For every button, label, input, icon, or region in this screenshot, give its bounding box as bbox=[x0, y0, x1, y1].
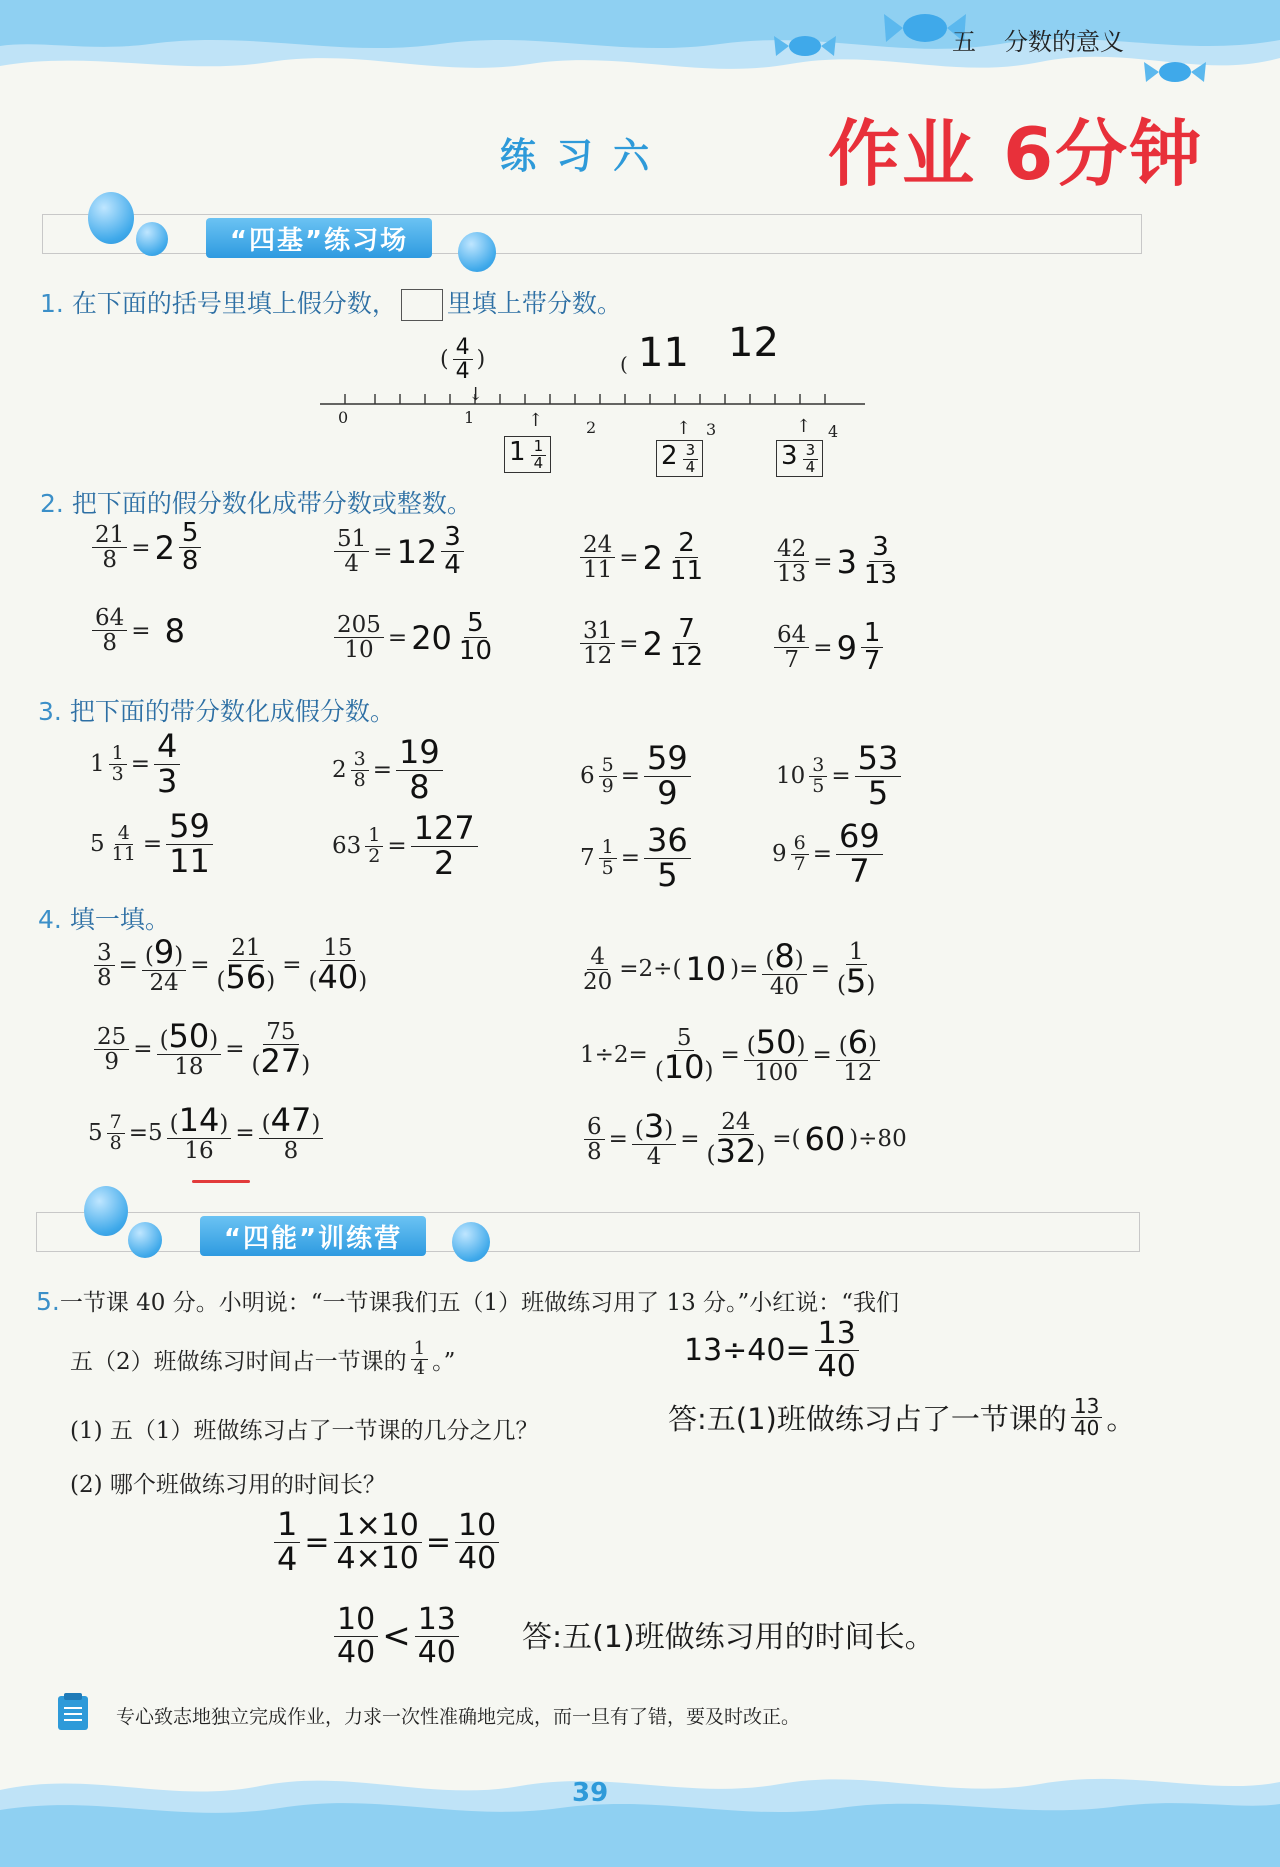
q3-number: 3. bbox=[38, 697, 62, 726]
q1-text-b: 里填上带分数。 bbox=[446, 289, 622, 318]
q3-item-6: 63 $\frac{1}{2}$ = $\frac{127}{2}$ bbox=[332, 812, 478, 880]
q5-work-compare: $\frac{10}{40}$ < $\frac{13}{40}$ bbox=[334, 1604, 459, 1668]
arrow-up-icon: ↑ bbox=[528, 410, 544, 431]
q4-text: 填一填。 bbox=[69, 905, 170, 934]
q3-item-7: 7 $\frac{1}{5}$ = $\frac{36}{5}$ bbox=[580, 824, 691, 892]
q1-number: 1. bbox=[40, 289, 64, 318]
footer-tip: 专心致志地独立完成作业，力求一次性准确地完成，而一旦有了错，要及时改正。 bbox=[116, 1706, 801, 1728]
q5-number: 5. bbox=[36, 1287, 60, 1316]
red-underline-mark bbox=[192, 1180, 250, 1183]
tick-label-3: 3 bbox=[706, 420, 717, 439]
q5-sub-question-2: (2) 哪个班做练习用的时间长？ bbox=[70, 1472, 386, 1498]
q4-row1-left: $\frac{3}{8}$ = $\frac{(9)}{24}$ = $\frac{21}{(56)}$ = $\frac{15}{(40)}$ bbox=[94, 936, 370, 995]
q4-row2-right: 1÷2= $\frac{5}{(10)}$ = $\frac{(50)}{100}$ = $\frac{(6)}{12}$ bbox=[580, 1026, 880, 1085]
q2-number: 2. bbox=[40, 489, 64, 518]
q4-number: 4. bbox=[38, 905, 62, 934]
q1-top-answer-2-value: 11 bbox=[638, 330, 689, 376]
section-banner-basics: “四基”练习场 bbox=[206, 218, 432, 258]
q4-row2-left: $\frac{25}{9}$ = $\frac{(50)}{18}$ = $\frac{75}{(27)}$ bbox=[94, 1020, 313, 1079]
q1-box-answer-3: 3 $\frac{3}{4}$ bbox=[776, 440, 823, 477]
q1-header bbox=[40, 284, 622, 321]
q1-top-answer-2: ( bbox=[620, 352, 628, 376]
balloon-icon bbox=[88, 192, 134, 244]
tick-label-4: 4 bbox=[828, 422, 839, 441]
q1-top-answer-1: ( $\frac{4}{4}$ ) bbox=[440, 335, 486, 385]
balloon-icon bbox=[136, 222, 168, 256]
q2-item-5: $\frac{64}{8}$ = 8 bbox=[92, 606, 185, 655]
q2-item-1: $\frac{21}{8}$ = 2 $\frac{5}{8}$ bbox=[92, 520, 201, 576]
q2-item-6: $\frac{205}{10}$ = 20 $\frac{5}{10}$ bbox=[334, 610, 495, 666]
bottom-wave-decoration bbox=[0, 1760, 1280, 1867]
arrow-up-icon: ↑ bbox=[796, 416, 812, 437]
q1-box-answer-2: 2 $\frac{3}{4}$ bbox=[656, 440, 703, 477]
q4-row1-right: $\frac{4}{20}$ =2÷( 10 )= $\frac{(8)}{40}$ = $\frac{1}{(5)}$ bbox=[583, 937, 876, 1001]
q2-item-7: $\frac{31}{12}$ = 2 $\frac{7}{12}$ bbox=[580, 616, 706, 672]
tick-label-2: 2 bbox=[586, 418, 597, 437]
clipboard-icon bbox=[56, 1692, 92, 1732]
q3-header bbox=[38, 692, 395, 728]
q3-item-5: 5 $\frac{4}{11}$ = $\frac{59}{11}$ bbox=[90, 810, 213, 878]
q3-item-8: 9 $\frac{6}{7}$ = $\frac{69}{7}$ bbox=[772, 820, 883, 888]
q4-row3-left: 5 $\frac{7}{8}$ =5 $\frac{(14)}{16}$ = $\frac{(47)}{8}$ bbox=[88, 1104, 323, 1163]
q3-item-1: 1 $\frac{1}{3}$ = $\frac{4}{3}$ bbox=[90, 730, 180, 798]
candy-icon bbox=[770, 28, 840, 64]
q3-text: 把下面的带分数化成假分数。 bbox=[69, 697, 395, 726]
page-number: 39 bbox=[572, 1778, 609, 1808]
balloon-icon bbox=[458, 232, 496, 272]
q2-item-2: $\frac{51}{4}$ = 12 $\frac{3}{4}$ bbox=[334, 524, 464, 580]
q1-text-a: 在下面的括号里填上假分数， bbox=[71, 289, 397, 318]
q5-line-2: 五（2）班做练习时间占一节课的 $\frac{1}{4}$ 。” bbox=[70, 1338, 456, 1379]
arrow-up-icon: ↑ bbox=[676, 418, 692, 439]
q3-item-4: 10 $\frac{3}{5}$ = $\frac{53}{5}$ bbox=[776, 742, 901, 810]
q5-line-1: 5.一节课 40 分。小明说：“一节课我们五（1）班做练习用了 13 分。”小红说：“我们 bbox=[36, 1287, 900, 1316]
arrow-down-icon: ↓ bbox=[468, 384, 484, 405]
q2-item-8: $\frac{64}{7}$ = 9 $\frac{1}{7}$ bbox=[774, 620, 883, 676]
page-title: 练 习 六 bbox=[500, 135, 654, 177]
q5-answer-2: 答:五(1)班做练习用的时间长。 bbox=[522, 1620, 935, 1655]
balloon-icon bbox=[452, 1222, 490, 1262]
q5-work-conversion: $\frac{1}{4}$ = $\frac{1\times 10}{4\times 10}$ = $\frac{10}{40}$ bbox=[274, 1508, 499, 1576]
q2-text: 把下面的假分数化成带分数或整数。 bbox=[71, 489, 472, 518]
balloon-icon bbox=[84, 1186, 128, 1236]
q3-item-3: 6 $\frac{5}{9}$ = $\frac{59}{9}$ bbox=[580, 742, 691, 810]
q1-box-answer-1: 1 $\frac{1}{4}$ bbox=[504, 436, 551, 473]
q2-item-3: $\frac{24}{11}$ = 2 $\frac{2}{11}$ bbox=[580, 530, 706, 586]
q4-header bbox=[38, 900, 170, 936]
q2-item-4: $\frac{42}{13}$ = 3 $\frac{3}{13}$ bbox=[774, 534, 900, 590]
unit-number: 五 bbox=[952, 28, 976, 56]
q5-sub-question-1: (1) 五（1）班做练习占了一节课的几分之几？ bbox=[70, 1418, 539, 1444]
q4-row3-right: $\frac{6}{8}$ = $\frac{(3)}{4}$ = $\frac{24}{(32)}$ =( 60 )÷80 bbox=[584, 1110, 907, 1169]
tick-label-0: 0 bbox=[338, 408, 349, 427]
q2-header bbox=[40, 484, 472, 520]
tick-label-1: 1 bbox=[464, 408, 475, 427]
q1-box-sample bbox=[401, 289, 443, 321]
section-banner-skills: “四能”训练营 bbox=[200, 1216, 426, 1256]
q3-item-2: 2 $\frac{3}{8}$ = $\frac{19}{8}$ bbox=[332, 736, 443, 804]
candy-icon bbox=[1140, 52, 1210, 92]
q1-top-answer-3-value: 12 bbox=[728, 320, 779, 366]
q5-answer-1: 答:五(1)班做练习占了一节课的 $\frac{13}{40}$ 。 bbox=[668, 1394, 1136, 1440]
unit-title: 分数的意义 bbox=[1004, 28, 1124, 56]
balloon-icon bbox=[128, 1222, 162, 1258]
homework-time-note: 作业 6分钟 bbox=[828, 112, 1204, 196]
q5-calc-1: 13÷40= $\frac{13}{40}$ bbox=[684, 1318, 859, 1382]
